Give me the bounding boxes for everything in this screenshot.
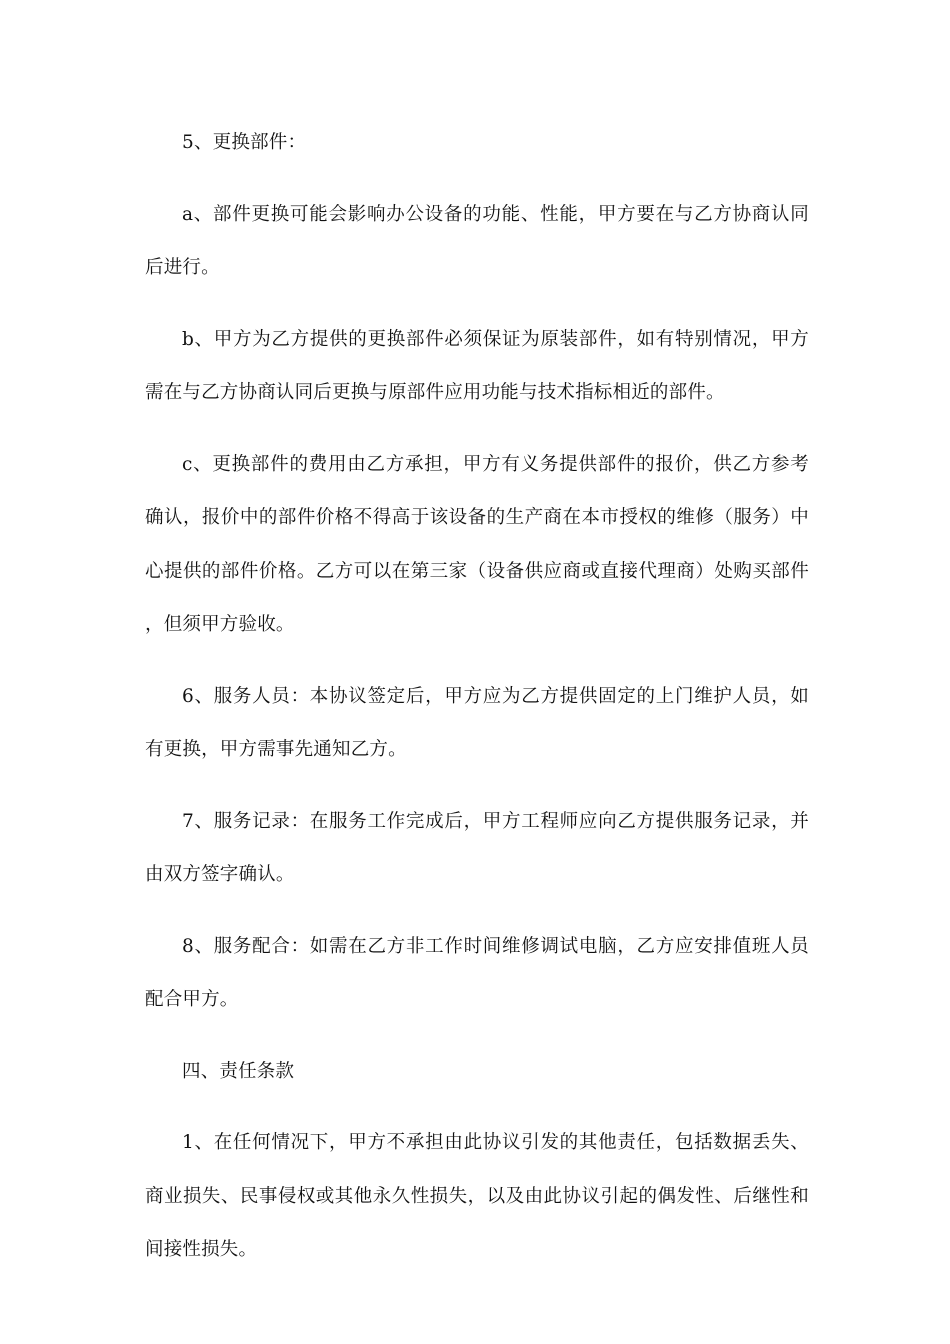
clause-6: 6、服务人员：本协议签定后，甲方应为乙方提供固定的上门维护人员，如有更换，甲方需事先通知乙方。	[145, 685, 809, 760]
clause-5c: c、更换部件的费用由乙方承担，甲方有义务提供部件的报价，供乙方参考确认，报价中的部件价格不得高于该设备的生产商在本市授权的维修（服务）中心提供的部件价格。乙方可以在第三家（设备供应商或直接代理商）处购买部件，但须甲方验收。	[145, 453, 809, 635]
clause-5-heading: 5、更换部件：	[182, 132, 307, 153]
clause-7: 7、服务记录：在服务工作完成后，甲方工程师应向乙方提供服务记录，并由双方签字确认。	[145, 810, 809, 885]
clause-5a: a、部件更换可能会影响办公设备的功能、性能，甲方要在与乙方协商认同后进行。	[145, 203, 809, 278]
document-body	[145, 116, 809, 1295]
section-4-clause-1: 1、在任何情况下，甲方不承担由此协议引发的其他责任，包括数据丢失、商业损失、民事侵权或其他永久性损失，以及由此协议引起的偶发性、后继性和间接性损失。	[145, 1132, 809, 1260]
clause-8: 8、服务配合：如需在乙方非工作时间维修调试电脑，乙方应安排值班人员配合甲方。	[145, 935, 809, 1010]
clause-5b: b、甲方为乙方提供的更换部件必须保证为原装部件，如有特别情况，甲方需在与乙方协商认同后更换与原部件应用功能与技术指标相近的部件。	[145, 328, 809, 403]
section-4-heading: 四、责任条款	[182, 1060, 295, 1082]
